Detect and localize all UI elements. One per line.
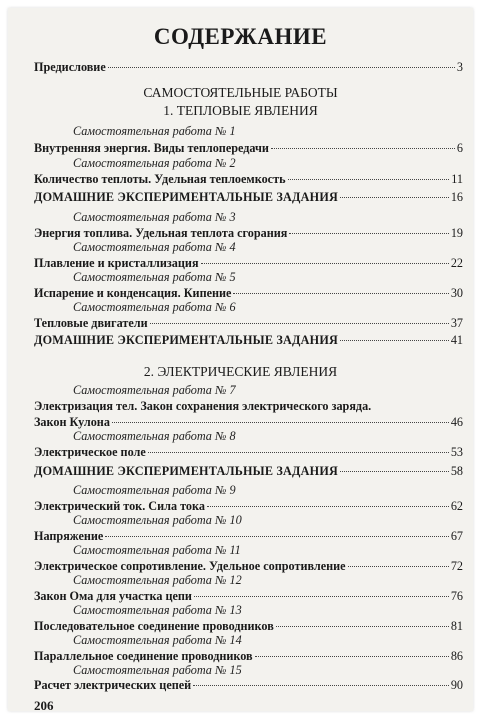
book-page — [8, 8, 473, 711]
toc-entry-page: 86 — [450, 649, 463, 663]
toc-entry-label: Предисловие — [34, 60, 106, 74]
section-title-1: 1. ТЕПЛОВЫЕ ЯВЛЕНИЯ — [163, 103, 318, 118]
toc-entry-label: Напряжение — [34, 529, 104, 543]
leader-dots — [271, 148, 455, 149]
toc-subheading: Самостоятельная работа № 6 — [73, 300, 236, 314]
toc-entry-label: Расчет электрических цепей — [34, 678, 192, 692]
leader-dots — [105, 536, 448, 537]
toc-entry[interactable] — [34, 172, 463, 187]
page-title: СОДЕРЖАНИЕ — [153, 24, 328, 49]
toc-subheading: Самостоятельная работа № 3 — [73, 210, 236, 224]
toc-entry-label: ДОМАШНИЕ ЭКСПЕРИМЕНТАЛЬНЫЕ ЗАДАНИЯ — [34, 333, 339, 347]
leader-dots — [207, 506, 449, 507]
toc-entry-label: Закон Ома для участка цепи — [34, 589, 192, 603]
toc-subheading: Самостоятельная работа № 2 — [73, 156, 236, 170]
toc-entry-home-tasks[interactable] — [34, 333, 463, 348]
leader-dots — [340, 340, 449, 341]
toc-entry-label: Электрическое сопротивление. Удельное сопротивление — [34, 559, 346, 573]
toc-entry-page: 72 — [450, 559, 463, 573]
toc-entry-page: 22 — [450, 256, 463, 270]
toc-entry[interactable] — [34, 316, 463, 331]
toc-entry-page: 6 — [456, 141, 463, 155]
toc-entry-page: 58 — [450, 464, 463, 478]
leader-dots — [276, 626, 449, 627]
toc-entry[interactable] — [34, 678, 463, 693]
toc-entry-preface[interactable] — [34, 60, 463, 75]
leader-dots — [150, 323, 449, 324]
toc-entry[interactable] — [34, 559, 463, 574]
toc-entry-page: 41 — [450, 333, 463, 347]
leader-dots — [255, 656, 449, 657]
toc-subheading: Самостоятельная работа № 14 — [73, 633, 242, 647]
toc-entry-home-tasks[interactable] — [34, 464, 463, 479]
toc-entry-label-line1: Электризация тел. Закон сохранения электрического заряда. — [34, 399, 372, 413]
toc-subheading: Самостоятельная работа № 15 — [73, 663, 242, 677]
toc-entry-label: Закон Кулона — [34, 415, 110, 429]
toc-entry-label: Электрическое поле — [34, 445, 146, 459]
toc-entry[interactable] — [34, 256, 463, 271]
toc-entry-page: 67 — [450, 529, 463, 543]
toc-entry[interactable] — [34, 499, 463, 514]
toc-entry-page: 53 — [450, 445, 463, 459]
page-number: 206 — [34, 698, 54, 713]
toc-entry-page: 46 — [450, 415, 463, 429]
toc-entry-label: Последовательное соединение проводников — [34, 619, 274, 633]
toc-entry[interactable] — [34, 226, 463, 241]
leader-dots — [348, 566, 449, 567]
toc-entry-label: Испарение и конденсация. Кипение — [34, 286, 232, 300]
toc-subheading: Самостоятельная работа № 5 — [73, 270, 236, 284]
toc-entry-label: ДОМАШНИЕ ЭКСПЕРИМЕНТАЛЬНЫЕ ЗАДАНИЯ — [34, 464, 339, 478]
toc-entry[interactable] — [34, 415, 463, 430]
toc-entry-label: Тепловые двигатели — [34, 316, 148, 330]
toc-entry-label: Электрический ток. Сила тока — [34, 499, 205, 513]
leader-dots — [193, 685, 449, 686]
leader-dots — [112, 422, 449, 423]
toc-entry[interactable] — [34, 529, 463, 544]
toc-entry[interactable] — [34, 445, 463, 460]
toc-subheading: Самостоятельная работа № 12 — [73, 573, 242, 587]
toc-entry-label: ДОМАШНИЕ ЭКСПЕРИМЕНТАЛЬНЫЕ ЗАДАНИЯ — [34, 190, 339, 204]
leader-dots — [340, 471, 449, 472]
toc-entry-label: Параллельное соединение проводников — [34, 649, 253, 663]
toc-entry-label: Плавление и кристаллизация — [34, 256, 199, 270]
section-title-2: 2. ЭЛЕКТРИЧЕСКИЕ ЯВЛЕНИЯ — [143, 364, 338, 379]
toc-subheading: Самостоятельная работа № 10 — [73, 513, 242, 527]
toc-entry-label: Внутренняя энергия. Виды теплопередачи — [34, 141, 269, 155]
toc-entry-page: 16 — [450, 190, 463, 204]
toc-entry[interactable] — [34, 141, 463, 156]
toc-entry-page: 3 — [456, 60, 463, 74]
toc-entry-page: 81 — [450, 619, 463, 633]
toc-subheading: Самостоятельная работа № 7 — [73, 383, 236, 397]
toc-entry[interactable] — [34, 286, 463, 301]
part-heading: САМОСТОЯТЕЛЬНЫЕ РАБОТЫ — [143, 85, 338, 100]
toc-entry-home-tasks[interactable] — [34, 190, 463, 205]
leader-dots — [201, 263, 449, 264]
toc-entry-page: 76 — [450, 589, 463, 603]
toc-entry-page: 90 — [450, 678, 463, 692]
leader-dots — [233, 293, 448, 294]
toc-entry-page: 30 — [450, 286, 463, 300]
toc-subheading: Самостоятельная работа № 1 — [73, 124, 236, 138]
leader-dots — [340, 197, 449, 198]
toc-entry-page: 19 — [450, 226, 463, 240]
toc-entry-page: 11 — [451, 172, 463, 186]
toc-entry[interactable] — [34, 649, 463, 664]
toc-subheading: Самостоятельная работа № 11 — [73, 543, 241, 557]
toc-entry-label: Количество теплоты. Удельная теплоемкость — [34, 172, 286, 186]
leader-dots — [108, 67, 455, 68]
toc-entry-page: 62 — [450, 499, 463, 513]
leader-dots — [288, 179, 450, 180]
leader-dots — [289, 233, 448, 234]
toc-subheading: Самостоятельная работа № 13 — [73, 603, 242, 617]
toc-entry-label: Энергия топлива. Удельная теплота сгорания — [34, 226, 288, 240]
toc-subheading: Самостоятельная работа № 9 — [73, 483, 236, 497]
leader-dots — [194, 596, 449, 597]
toc-entry[interactable] — [34, 589, 463, 604]
toc-entry-line1 — [34, 399, 463, 414]
toc-entry[interactable] — [34, 619, 463, 634]
toc-entry-page: 37 — [450, 316, 463, 330]
toc-subheading: Самостоятельная работа № 4 — [73, 240, 236, 254]
leader-dots — [148, 452, 449, 453]
toc-subheading: Самостоятельная работа № 8 — [73, 429, 236, 443]
